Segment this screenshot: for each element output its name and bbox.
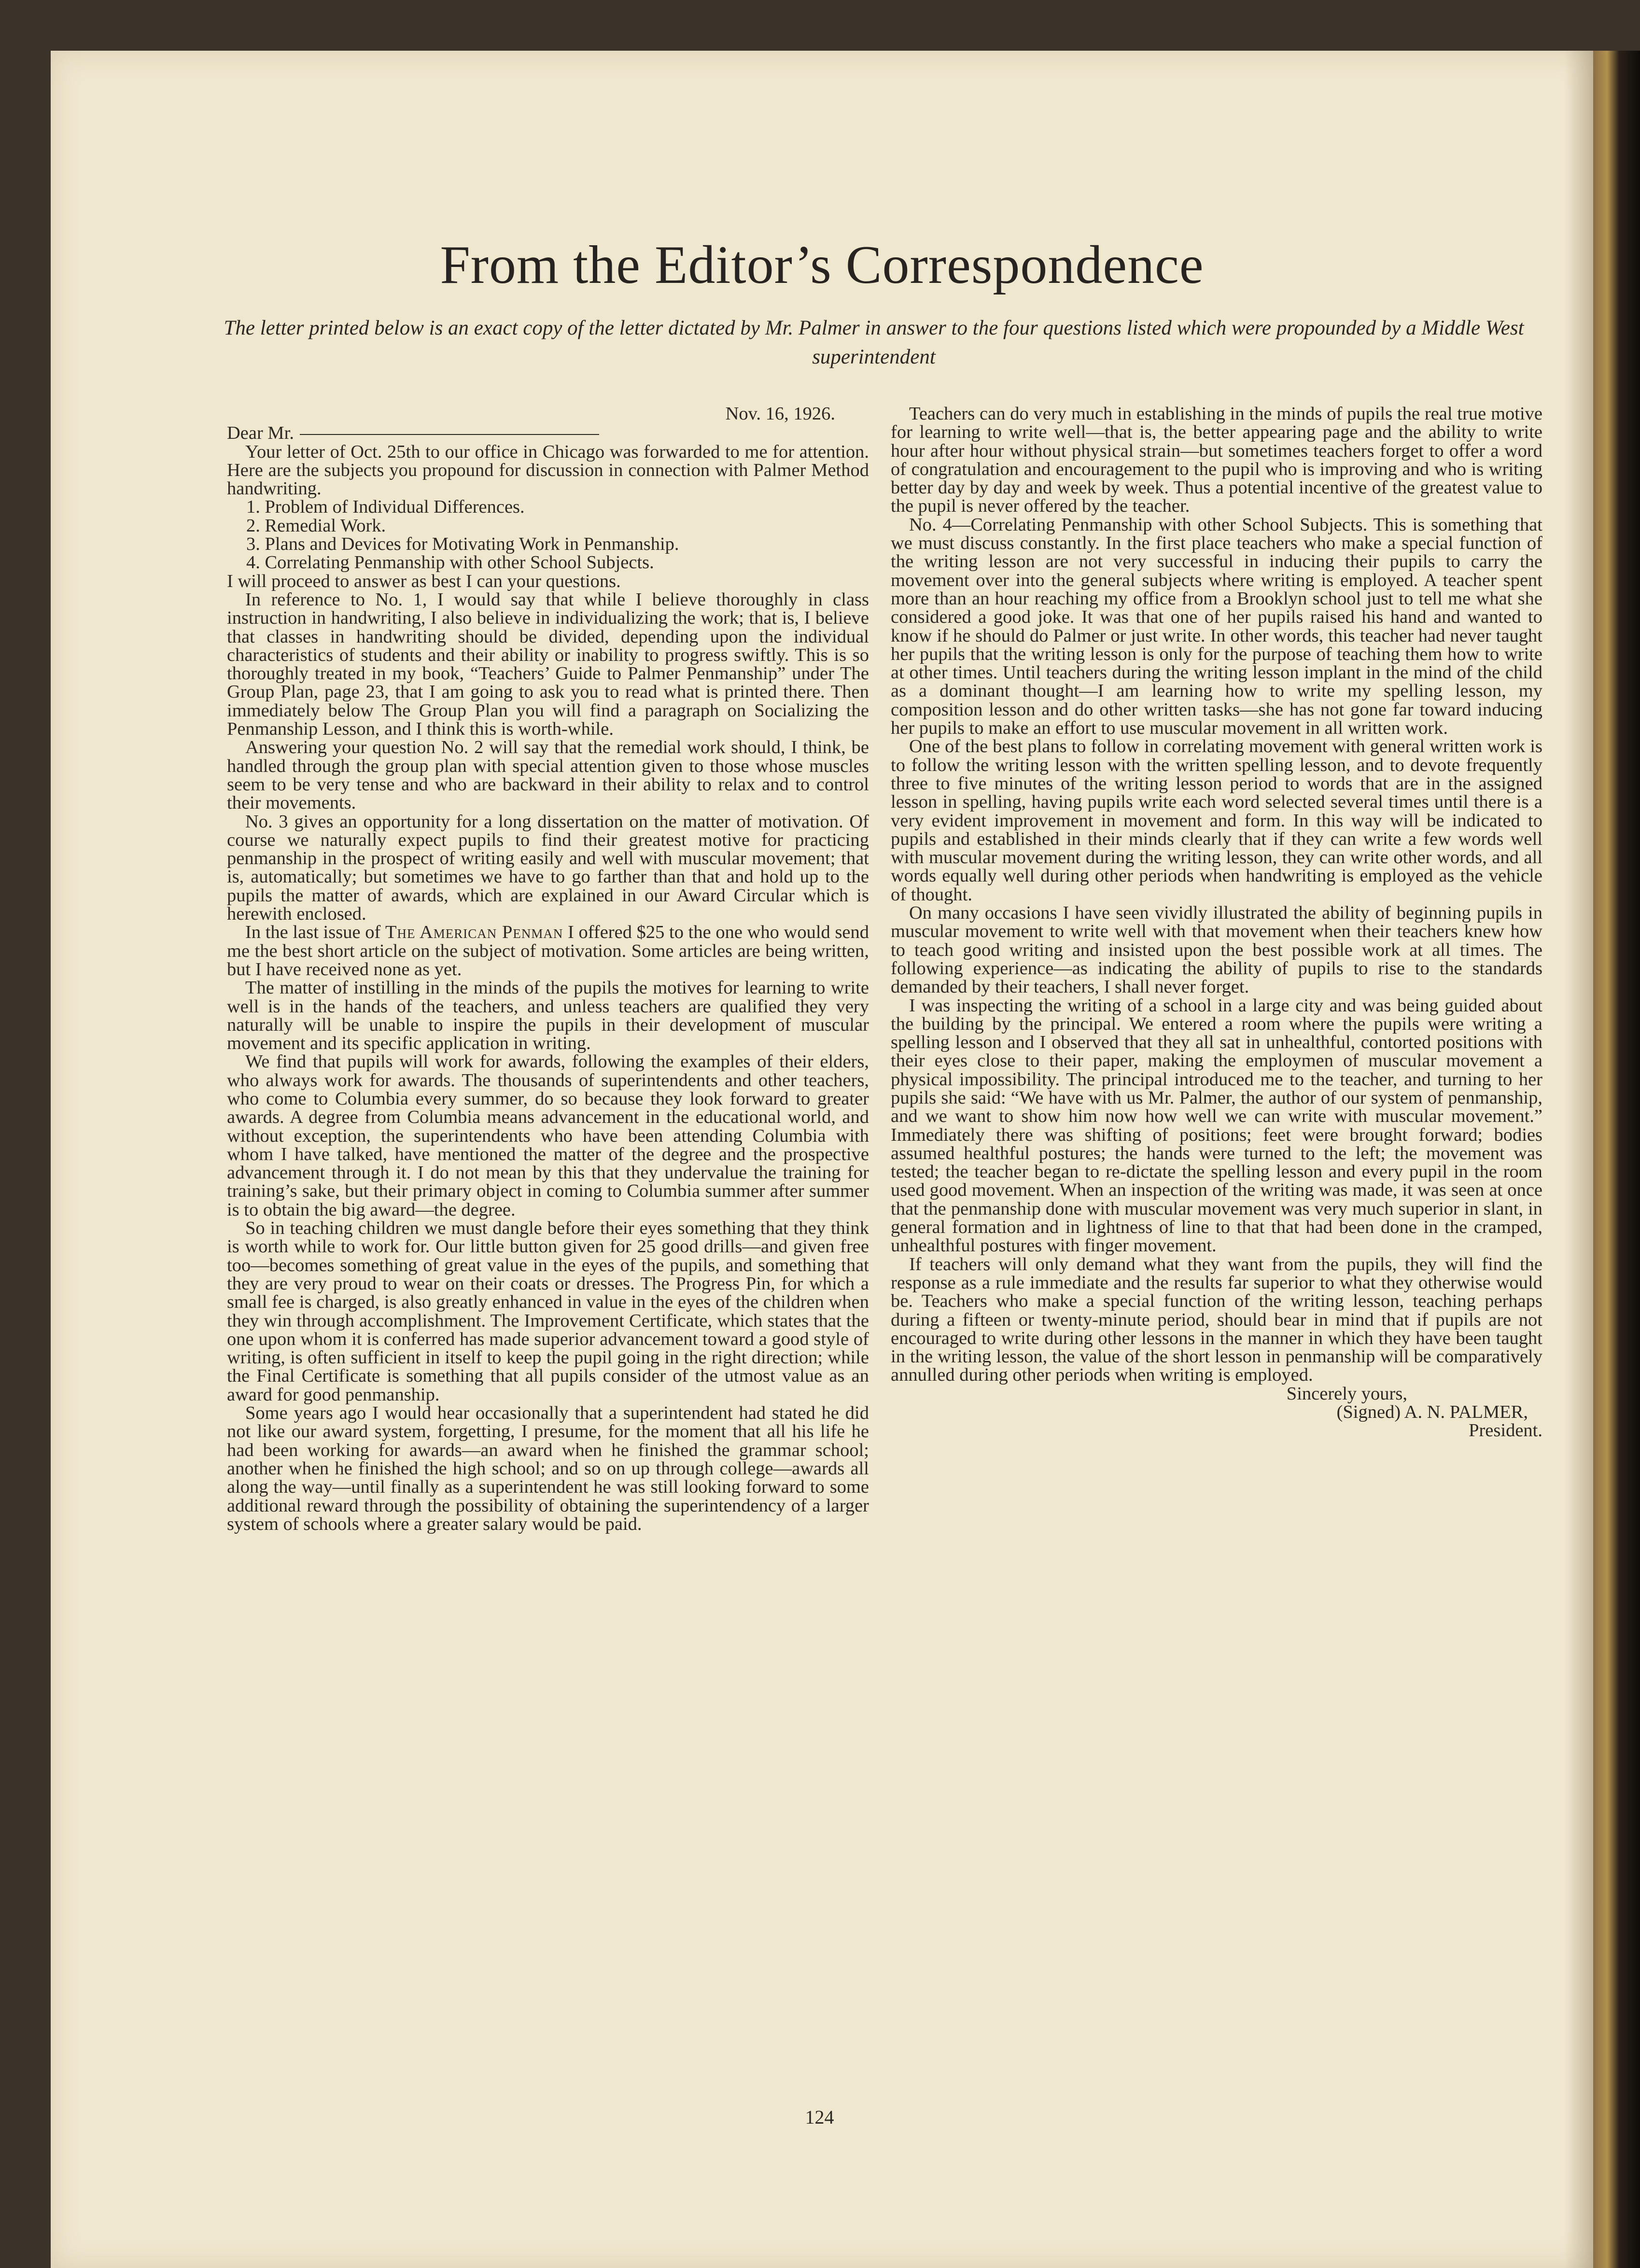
paragraph-instilling: The matter of instilling in the minds of the pupils the motives for learning to write well is in the hands of the teachers, and unless teachers are qualified they very naturally will be unable to inspire the pupils in their development of muscular movement and its specific application in writing. (227, 978, 869, 1054)
paragraph-no1: In reference to No. 1, I would say that while I believe thoroughly in class instruction in handwriting, I also believe in individualizing the work; that is, I believe that classes in handwriting should be divided, depending upon the individual characteristics of students and their ability or inability to progress swiftly. This is so thoroughly treated in my book, “Teachers’ Guide to Palmer Penmanship” under The Group Plan, page 23, that I am going to ask you to read what is printed there. Then immediately below The Group Plan you will find a paragraph on Socializing the Penmanship Lesson, and I think this is worth-while. (227, 589, 869, 740)
salutation-text: Dear Mr. (227, 423, 294, 444)
paragraph-no2: Answering your question No. 2 will say that the remedial work should, I think, be handled through the group plan with special attention given to those whose muscles seem to be very tense and who are backward in their ability to relax and to control their movements. (227, 737, 869, 813)
page-number: 124 (805, 2106, 834, 2128)
page-gutter-shadow (1564, 51, 1593, 2268)
signer-title: President. (1469, 1420, 1542, 1441)
paragraph-best-plans: One of the best plans to follow in correlating movement with general written work is to follow the writing lesson with the written spelling lesson, and to devote frequently three to five minutes of the writing lesson period to words that are in the assigned lesson in spelling, having pupils write each word selected several times until there is a very evident improvement in movement and form. In this way will be indicated to pupils and established in their minds clearly that if they can write a few words well with muscular movement during the writing lesson, they can write other words, and all words equally well during other periods when handwriting is employed as the vehicle of thought. (891, 736, 1542, 905)
letter-closing: Sincerely yours, (1286, 1383, 1407, 1404)
magazine-name: The American Penman (385, 922, 563, 943)
question-item-2: 2. Remedial Work. (246, 515, 386, 536)
redacted-name-line (300, 434, 599, 435)
paragraph-teaching-children: So in teaching children we must dangle before their eyes something that they think is worth while to work for. Our little button given for 25 good drills—and given free too—becomes something of great value in the eyes of the pupils, and something that they are very proud to wear on their coats or dresses. The Progress Pin, for which a small fee is charged, is also greatly enhanced in value in the eyes of the children when they win through accomplishment. The Improvement Certificate, which states that the one upon whom it is conferred has made superior advancement toward a good style of writing, is often sufficient in itself to keep the pupil going in the right direction; while the Final Certificate is something that all pupils consider of the utmost value as an award for good penmanship. (227, 1218, 869, 1405)
paragraph-demand: If teachers will only demand what they want from the pupils, they will find the response as a rule immediate and the results far superior to what they otherwise would be. Teachers who make a special function of the writing lesson, teaching perhaps during a fifteen or twenty-minute period, should bear in mind that if pupils are not encouraged to write during other lessons in the manner in which they have been taught in the writing lesson, the value of the short lesson in penmanship will be comparatively annulled during other periods when writing is employed. (891, 1254, 1542, 1386)
book-spine (1593, 51, 1640, 2268)
article-subtitle: The letter printed below is an exact copy of the letter dictated by Mr. Palmer in answer to the four questions listed which were propounded by a Middle West superintendent (224, 317, 1524, 368)
last-issue-text-a: In the last issue of (245, 922, 381, 943)
question-item-4: 4. Correlating Penmanship with other School Subjects. (246, 552, 654, 573)
paragraph-teachers-motive: Teachers can do very much in establishing in the minds of pupils the real true motive for learning to write well—that is, the better appearing page and the ability to write hour after hour without physical strain—but sometimes teachers forget to offer a word of congratulation and encouragement to the pupil who is improving and who is writing better day by day and week by week. Thus a potential incentive of the greatest value to the pupil is never offered by the teacher. (891, 404, 1542, 517)
paragraph-last-issue (227, 923, 869, 979)
paragraph-intro: Your letter of Oct. 25th to our office in Chicago was forwarded to me for attention. Here are the subjects you propound for discussion in connection with Palmer Method handwriting. (227, 441, 869, 499)
letter-date: Nov. 16, 1926. (725, 404, 835, 424)
question-item-1: 1. Problem of Individual Differences. (246, 497, 525, 518)
paragraph-awards: We find that pupils will work for awards, following the examples of their elders, who always work for awards. The thousands of superintendents and other teachers, who come to Columbia every summer, do so because they look forward to greater awards. A degree from Columbia means advancement in the educational world, and without exception, the superintendents who have been attending Columbia with whom I have talked, have mentioned the matter of the degree and the prospective advancement through it. I do not mean by this that they undervalue the training for training’s sake, but their primary object in coming to Columbia summer after summer is to obtain the big award—the degree. (227, 1051, 869, 1220)
paragraph-inspecting: I was inspecting the writing of a school in a large city and was being guided about the building by the principal. We entered a room where the pupils were writing a spelling lesson and I observed that they all sat in unhealthful, contorted positions with their eyes close to their paper, making the employmen of muscular movement a physical impossibility. The principal introduced me to the teacher, and turning to her pupils she said: “We have with us Mr. Palmer, the author of our system of penmanship, and we want to show him now how well we can write with muscular movement.” Immediately there was shifting of positions; feet were brought forward; bodies assumed healthful postures; the hands were turned to the left; the movement was tested; the teacher began to re-dictate the spelling lesson and every pupil in the room used good movement. When an inspection of the writing was made, it was seen at once that the penmanship done with muscular movement was very much superior in slant, in general formation and in lightness of line to that that had been done in the cramped, unhealthful postures with finger movement. (891, 995, 1542, 1256)
right-column (891, 405, 1542, 1440)
paragraph-some-years-ago: Some years ago I would hear occasionally that a superintendent had stated he did not like our award system, forgetting, I presume, for the moment that all his life he had been working for awards—an award when he finished the grammar school; another when he finished the high school; and so on up through college—awards all along the way—until finally as a superintendent he was still looking forward to some additional reward through the possibility of obtaining the superintendency of a larger system of schools where a greater salary would be paid. (227, 1403, 869, 1534)
paragraph-many-occasions: On many occasions I have seen vividly illustrated the ability of beginning pupils in muscular movement to write well with that movement when their teachers knew how to teach good writing and insisted upon the best possible work at all times. The following experience—as indicating the ability of pupils to rise to the standards demanded by their teachers, I shall never forget. (891, 903, 1542, 997)
paragraph-proceed: I will proceed to answer as best I can your questions. (227, 571, 621, 591)
question-item-3: 3. Plans and Devices for Motivating Work in Penmanship. (246, 534, 679, 555)
letter-salutation (227, 424, 869, 442)
paragraph-no4: No. 4—Correlating Penmanship with other School Subjects. This is something that we must discuss constantly. In the first place teachers who make a special function of the writing lesson are not very successful in inducing their pupils to carry the movement over into the general subjects where writing is employed. A teacher spent more than an hour reaching my office from a Brooklyn school just to tell me what she considered a good joke. It was that one of her pupils raised his hand and wanted to know if he should do Palmer or just write. In other words, this teacher had never taught her pupils that the writing lesson is only for the purpose of teaching them how to write at other times. Until teachers during the writing lesson implant in the mind of the child as a dominant thought—I am learning how to write my spelling lesson, my composition lesson and do other written tasks—she has not gone far toward inducing her pupils to make an effort to use muscular movement in all written work. (891, 514, 1542, 739)
letter-signature: (Signed) A. N. PALMER, (1336, 1402, 1528, 1423)
left-column (227, 405, 869, 1533)
article-title: From the Editor’s Correspondence (440, 235, 1204, 295)
last-issue-text-b: I offered $25 to the one who would send me the best short article on the subject of motivation. Some articles are being written, but I have received none as yet. (227, 922, 869, 980)
paragraph-no3: No. 3 gives an opportunity for a long dissertation on the matter of motivation. Of course we naturally expect pupils to find their greatest motive for practicing penmanship in the prospect of writing easily and well with muscular movement; that is, automatically; but sometimes we have to go farther than that and hold up to the pupils the matter of awards, which are explained in our Award Circular which is herewith enclosed. (227, 811, 869, 924)
